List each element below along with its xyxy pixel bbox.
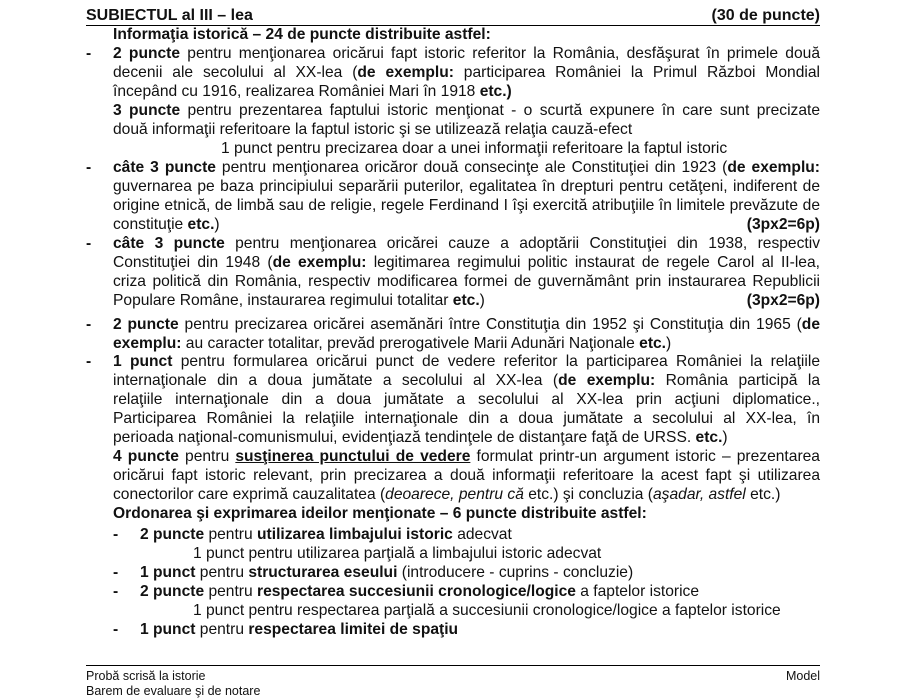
item2-line3: origine etnică, de limbă sau de religie, regele Ferdinand I îşi exercită atribuţiile în limitele prevăzute de [113, 197, 820, 214]
order-item3-sub: 1 punct pentru respectarea parţială a succesiunii cronologice/logice a faptelor istorice [193, 602, 781, 619]
bullet-dash: - [86, 235, 92, 252]
item1-line3: începând cu 1916, realizarea României Mari în 1918 etc.) [113, 83, 512, 100]
bullet-dash: - [86, 159, 92, 176]
bullet-dash: - [113, 564, 119, 581]
item5-line5: perioada naţional-comunismului, evidenţiază tendinţele de distanţare faţă de URSS. etc.) [113, 429, 728, 446]
bullet-dash: - [113, 526, 119, 543]
item4-line2: exemplu: au caracter totalitar, prevăd prerogativele Marii Adunări Naţionale etc.) [113, 335, 672, 352]
item5-line6: 4 puncte pentru susţinerea punctului de vedere formulat printr-un argument istoric – prezentarea [113, 448, 820, 465]
item5-line4: Participarea României la relaţiile internaţionale din a doua jumătate a secolului al XX-lea, în [113, 410, 820, 427]
item1-line5: două informaţii referitoare la faptul istoric şi se utilizează relaţia cauză-efect [113, 121, 633, 138]
item1-subpoint: 1 punct pentru precizarea doar a unei informaţii referitoare la faptul istoric [221, 140, 728, 157]
item3-score: (3px2=6p) [746, 292, 820, 309]
item5-line3: relaţiile internaţionale din a doua jumătate a secolului al XX-lea prin acţiuni diplomatice., [113, 391, 820, 408]
item5-line8: conectorilor care exprimă cauzalitatea (deoarece, pentru că etc.) şi concluzia (aşadar, astfel etc.) [113, 486, 781, 503]
item1-line4: 3 puncte pentru prezentarea faptului istoric menţionat - o scurtă expunere în care sunt precizate [113, 102, 821, 119]
footer-line2: Barem de evaluare şi de notare [86, 684, 261, 698]
subject-points: (30 de puncte) [711, 7, 820, 24]
item2-score: (3px2=6p) [746, 216, 820, 233]
item5-line7: oricărui fapt istoric relevant, prin precizarea a două informaţii referitoare la acest fapt şi utilizarea [113, 467, 820, 484]
item2-line4: constituţie etc.) [113, 216, 220, 233]
bullet-dash: - [113, 621, 119, 638]
subject-title: SUBIECTUL al III – lea [86, 7, 253, 24]
order-item4: 1 punct pentru respectarea limitei de spaţiu [140, 621, 459, 638]
item5-line2: internaţionale din a doua jumătate a secolului al XX-lea (de exemplu: România participă la [113, 372, 820, 389]
order-item2: 1 punct pentru structurarea eseului (introducere - cuprins - concluzie) [140, 564, 634, 581]
order-item1: 2 puncte pentru utilizarea limbajului istoric adecvat [140, 526, 512, 543]
footer-line1: Probă scrisă la istorie [86, 669, 206, 683]
item2-line1: câte 3 puncte pentru menţionarea oricăror două consecinţe ale Constituţiei din 1923 (de exemplu: [113, 159, 820, 176]
footer-model: Model [785, 669, 820, 683]
item2-line2: guvernarea pe baza principiului separării puterilor, egalitatea în drepturi pentru cetăţeni, indiferent de [113, 178, 820, 195]
item1-line2: decenii ale secolului al XX-lea (de exemplu: participarea României la Primul Război Mondial [113, 64, 820, 81]
item3-line2: Constituţiei din 1948 (de exemplu: legitimarea regimului politic instaurat de regele Carol al II-lea, [113, 254, 820, 271]
item3-line3: criza politică din România, respectiv modificarea formei de guvernământ prin instaurarea Republicii [113, 273, 820, 290]
item4-line1: 2 puncte pentru precizarea oricărei asemănări între Constituţia din 1952 şi Constituţia din 1965 (de [113, 316, 820, 333]
bullet-dash: - [86, 316, 92, 333]
footer-divider [86, 665, 820, 666]
bullet-dash: - [113, 583, 119, 600]
order-item1-sub: 1 punct pentru utilizarea parţială a limbajului istoric adecvat [193, 545, 602, 562]
item3-line1: câte 3 puncte pentru menţionarea oricărei cauze a adoptării Constituţiei din 1938, respectiv [113, 235, 820, 252]
bullet-dash: - [86, 353, 92, 370]
info-section-title: Informaţia istorică – 24 de puncte distribuite astfel: [113, 26, 491, 43]
order-item3: 2 puncte pentru respectarea succesiunii cronologice/logice a faptelor istorice [140, 583, 700, 600]
item5-line1: 1 punct pentru formularea oricărui punct de vedere referitor la participarea României la relaţiile [113, 353, 820, 370]
subject-header [86, 6, 820, 26]
order-section-title: Ordonarea şi exprimarea ideilor menţionate – 6 puncte distribuite astfel: [113, 505, 647, 522]
item1-line1: 2 puncte pentru menţionarea oricărui fapt istoric referitor la România, desfăşurat în primele două [113, 45, 820, 62]
item3-line4: Populare Române, instaurarea regimului totalitar etc.) [113, 292, 485, 309]
bullet-dash: - [86, 45, 92, 62]
